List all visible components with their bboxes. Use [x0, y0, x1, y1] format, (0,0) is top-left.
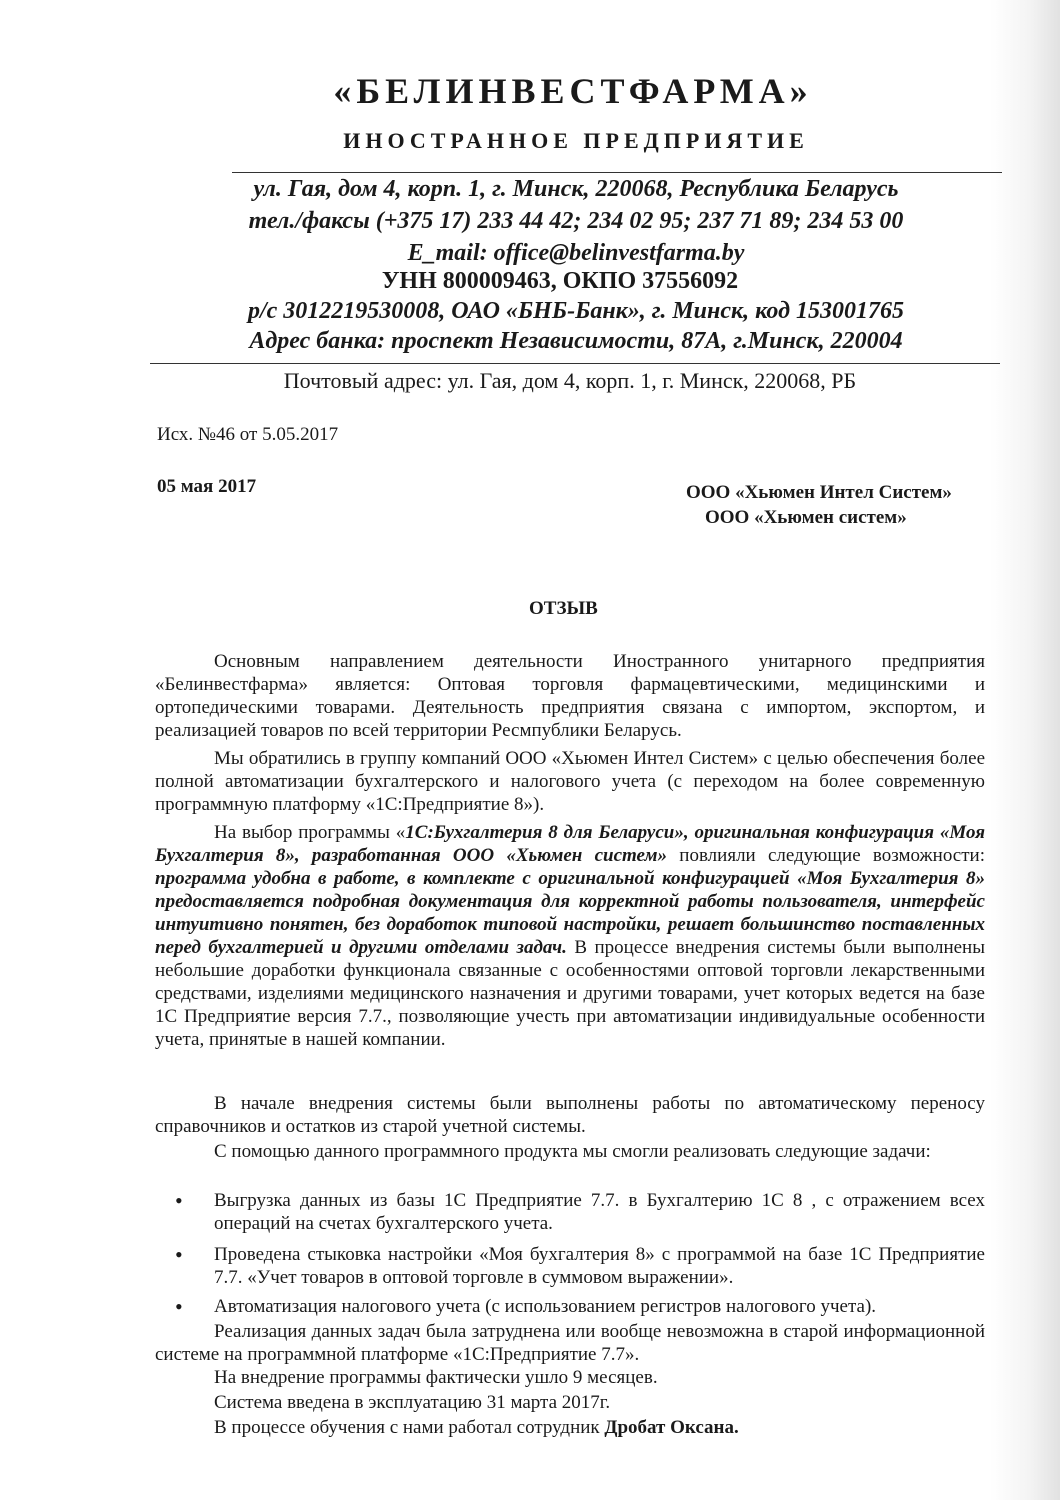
address-line: ул. Гая, дом 4, корп. 1, г. Минск, 220068, Республика Беларусь [253, 176, 899, 202]
phone-line: тел./факсы (+375 17) 233 44 42; 234 02 95; 237 71 89; 234 53 00 [248, 208, 904, 234]
paragraph-7: На внедрение программы фактически ушло 9 месяцев. [214, 1367, 658, 1388]
paragraph-3 [155, 821, 985, 1051]
bank-address-line: Адрес банка: проспект Независимости, 87А, г.Минск, 220004 [249, 328, 903, 354]
paragraph-9-text: В процессе обучения с нами работал сотрудник [214, 1417, 605, 1438]
header-divider-top [232, 172, 1002, 173]
paragraph-2: Мы обратились в группу компаний ООО «Хьюмен Интел Систем» с целью обеспечения более полной автоматизации бухгалтерского и налогового учета (с переходом на более современную программную платформу «1С:Предприятие 8»). [155, 748, 985, 815]
paragraph-3-features: программа удобна в работе, в комплекте с оригинальной конфигурацией «Моя Бухгалтерия 8» предоставляется подробная документация для корректной работы пользователя, интерфейс интуитивно понятен, без доработок типовой настройки, решает большинство поставленных перед бухгалтерией и другими отделами задач. [155, 868, 985, 958]
bullet-icon: • [175, 1188, 183, 1213]
paragraph-3-tail: В процессе внедрения системы были выполнены небольшие доработки функционала связанные с особенностями оптовой торговли лекарственными средствами, изделиями медицинского назначения и другими товарами, учет которых ведется на базе 1С Предприятие версия 7.7., позволяющие учесть при автоматизации индивидуальные особенности учета, принятые в нашей компании. [155, 937, 985, 1050]
registration-ids: УНН 800009463, ОКПО 37556092 [381, 268, 739, 294]
paragraph-6: Реализация данных задач была затруднена или вообще невозможна в старой информационной системе на программной платформе «1С:Предприятие 7.7». [155, 1321, 985, 1365]
email-line: E_mail: office@belinvestfarma.by [407, 240, 745, 266]
outgoing-reference: Исх. №46 от 5.05.2017 [157, 424, 339, 445]
paragraph-3-mid: повлияли следующие возможности: [667, 845, 985, 866]
list-item [155, 1295, 985, 1318]
paragraph-4: В начале внедрения системы были выполнены работы по автоматическому переносу справочников и остатков из старой учетной системы. [155, 1093, 985, 1137]
list-item-text: Выгрузка данных из базы 1С Предприятие 7.7. в Бухгалтерию 1С 8 , с отражением всех операций на счетах бухгалтерского учета. [214, 1190, 985, 1234]
bank-account-line: р/с 3012219530008, ОАО «БНБ-Банк», г. Минск, код 153001765 [247, 298, 905, 324]
company-type: ИНОСТРАННОЕ ПРЕДПРИЯТИЕ [343, 128, 809, 153]
paragraph-3-lead: На выбор программы « [214, 822, 406, 843]
paragraph-1: Основным направлением деятельности Иностранного унитарного предприятия «Белинвестфарма» является: Оптовая торговля фармацевтическими, медицинскими и ортопедическими товарами. Деятельность предприятия связана с импортом, экспортом, и реализацией товаров по всей территории Ресмпублики Беларусь. [155, 651, 985, 741]
paragraph-8: Система введена в эксплуатацию 31 марта 2017г. [214, 1392, 611, 1413]
bullet-icon: • [175, 1294, 183, 1319]
bullet-icon: • [175, 1242, 183, 1267]
letter-date: 05 мая 2017 [157, 476, 257, 497]
list-item [155, 1243, 985, 1289]
employee-name: Дробат Оксана. [604, 1417, 739, 1438]
recipient-1: ООО «Хьюмен Интел Систем» [686, 482, 952, 503]
list-item [155, 1189, 985, 1235]
list-item-text: Автоматизация налогового учета (с использованием регистров налогового учета). [214, 1296, 877, 1317]
list-item-text: Проведена стыковка настройки «Моя бухгалтерия 8» с программой на базе 1С Предприятие 7.7. «Учет товаров в оптовой торговле в суммовом выражении». [214, 1244, 985, 1288]
paragraph-9 [214, 1416, 739, 1439]
company-name: «БЕЛИНВЕСТФАРМА» [333, 71, 813, 111]
postal-address: Почтовый адрес: ул. Гая, дом 4, корп. 1, г. Минск, 220068, РБ [283, 368, 857, 393]
document-title: ОТЗЫВ [529, 598, 598, 619]
header-divider-bottom [150, 363, 1000, 364]
paragraph-5: С помощью данного программного продукта мы смогли реализовать следующие задачи: [214, 1141, 931, 1162]
recipient-2: ООО «Хьюмен систем» [705, 507, 907, 528]
paragraph-3-product: 1С:Бухгалтерия 8 для Беларуси», оригинальная конфигурация «Моя Бухгалтерия 8», разработанная ООО «Хьюмен систем» [155, 822, 985, 866]
